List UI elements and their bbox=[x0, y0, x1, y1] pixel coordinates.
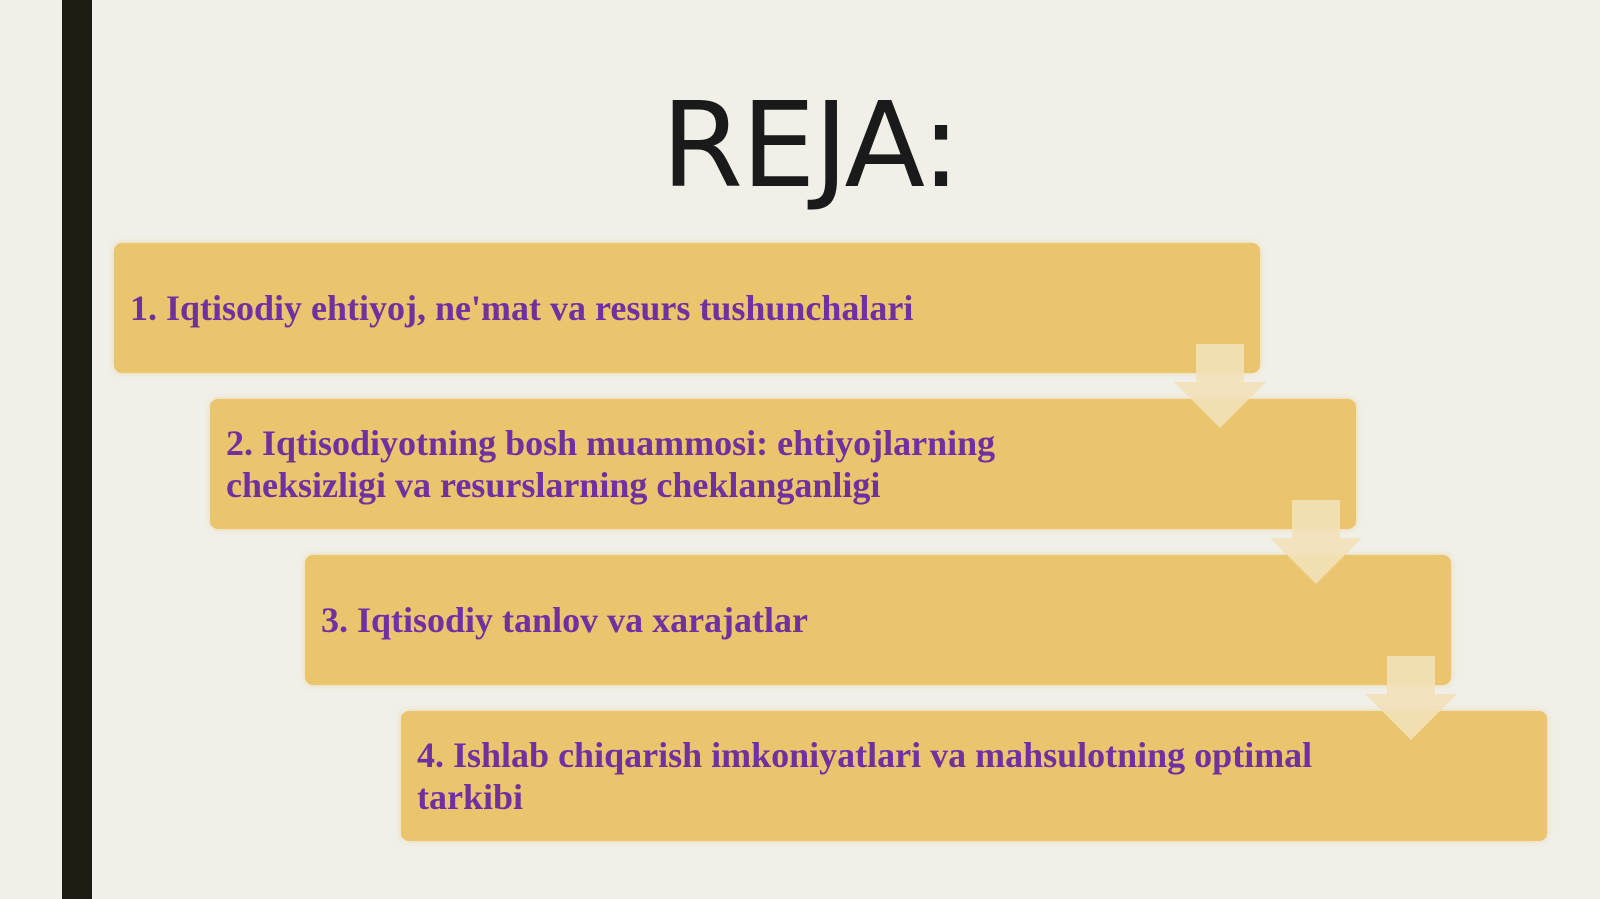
plan-item-1-text: 1. Iqtisodiy ehtiyoj, ne'mat va resurs tushunchalari bbox=[130, 288, 914, 328]
plan-item-2-text: 2. Iqtisodiyotning bosh muammosi: ehtiyojlarning cheksizligi va resurslarning cheklanganligi bbox=[226, 423, 996, 505]
down-arrow-icon bbox=[1266, 500, 1366, 588]
down-arrow-icon bbox=[1361, 656, 1461, 744]
plan-item-1 bbox=[114, 243, 1260, 373]
plan-item-3-text: 3. Iqtisodiy tanlov va xarajatlar bbox=[321, 600, 809, 640]
plan-item-4-text: 4. Ishlab chiqarish imkoniyatlari va mahsulotning optimal tarkibi bbox=[417, 735, 1313, 817]
slide-title: REJA: bbox=[661, 76, 959, 214]
down-arrow-icon bbox=[1170, 344, 1270, 432]
